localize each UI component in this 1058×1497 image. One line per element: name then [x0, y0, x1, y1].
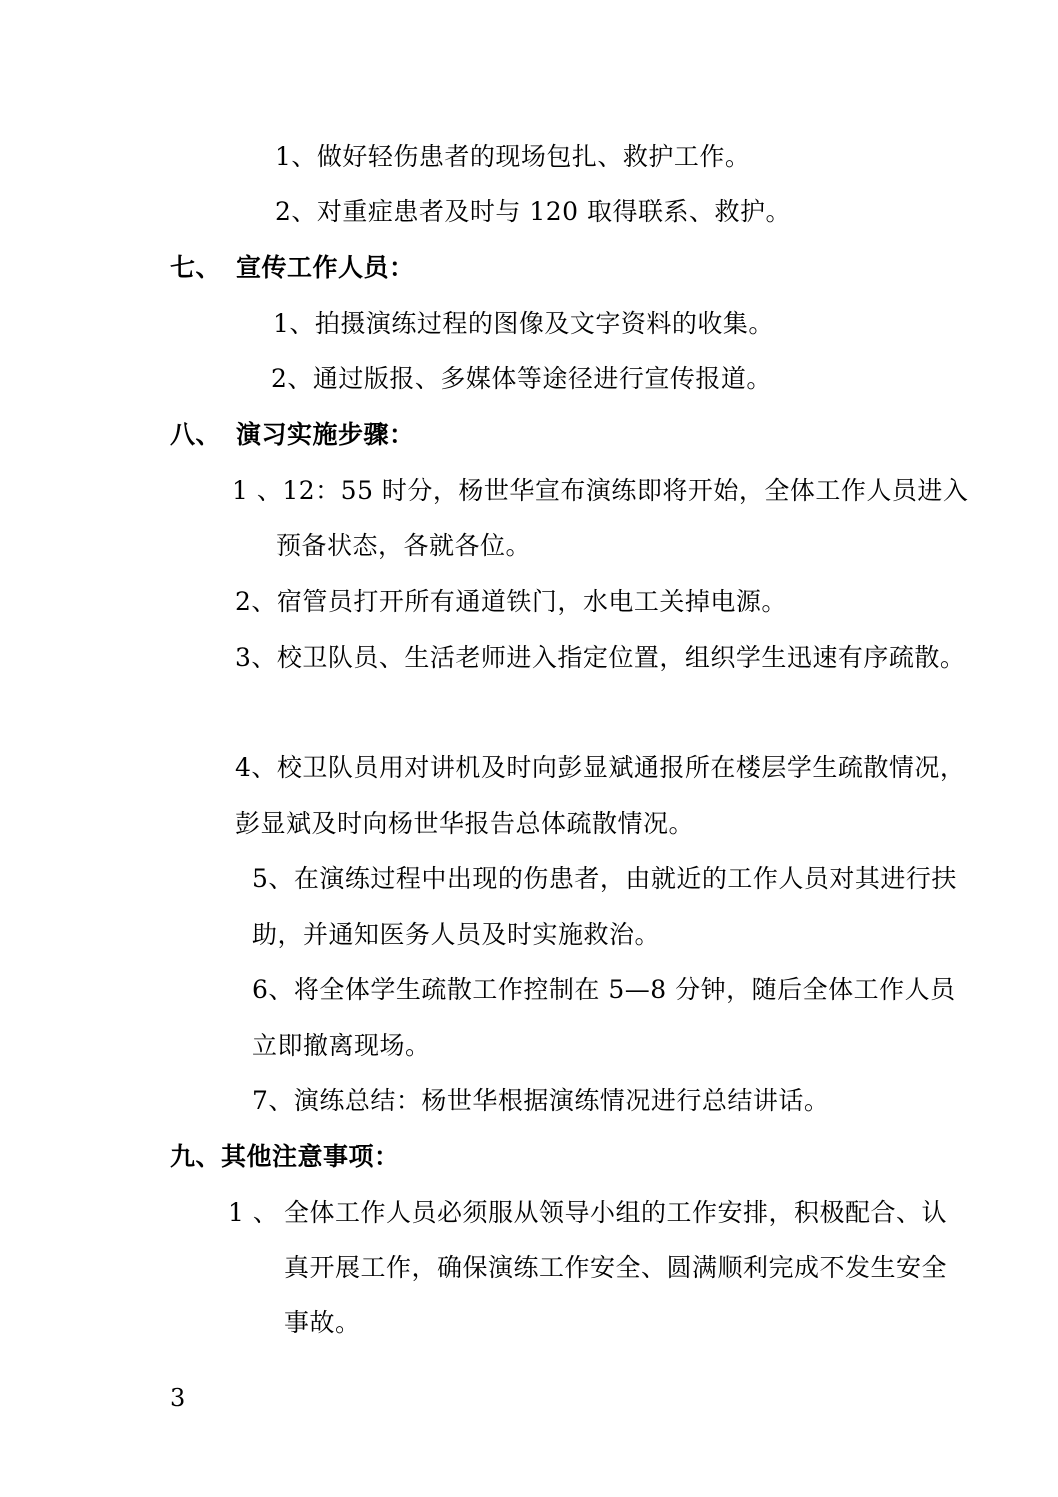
note-one-text: 全体工作人员必须服从领导小组的工作安排，积极配合、认 [284, 1198, 948, 1227]
step-four-line-2: 彭显斌及时向杨世华报告总体疏散情况。 [235, 809, 695, 838]
step-two: 2、宿管员打开所有通道铁门，水电工关掉电源。 [235, 587, 787, 616]
step-four-line-1: 4、校卫队员用对讲机及时向彭显斌通报所在楼层学生疏散情况， [235, 753, 966, 782]
step-five-line-2: 助，并通知医务人员及时实施救治。 [252, 920, 661, 949]
note-one-number: 1 、 [228, 1198, 279, 1227]
item-publicity-report: 2、通过版报、多媒体等途径进行宣传报道。 [271, 364, 772, 393]
step-six-line-1: 6、将全体学生疏散工作控制在 5—8 分钟，随后全体工作人员 [252, 975, 956, 1004]
section-seven-number: 七、 [170, 253, 222, 282]
step-seven: 7、演练总结：杨世华根据演练情况进行总结讲话。 [252, 1086, 830, 1115]
step-one-line-1: 1 、12：55 时分，杨世华宣布演练即将开始，全体工作人员进入 [232, 476, 969, 505]
section-nine-heading: 九、其他注意事项： [170, 1142, 400, 1171]
section-seven-title: 宣传工作人员： [236, 253, 415, 282]
item-publicity-photo: 1、拍摄演练过程的图像及文字资料的收集。 [273, 309, 774, 338]
note-one-line-2: 真开展工作，确保演练工作安全、圆满顺利完成不发生安全 [284, 1253, 948, 1282]
section-seven-heading [170, 251, 415, 285]
section-eight-title: 演习实施步骤： [236, 420, 415, 449]
item-first-aid-severe: 2、对重症患者及时与 120 取得联系、救护。 [275, 197, 792, 226]
step-one-line-2: 预备状态，各就各位。 [276, 531, 532, 560]
step-three: 3、校卫队员、生活老师进入指定位置，组织学生迅速有序疏散。 [235, 643, 966, 672]
section-eight-number: 八、 [170, 420, 222, 449]
page-number: 3 [170, 1384, 186, 1412]
note-one-line-3: 事故。 [284, 1308, 361, 1337]
section-eight-heading [170, 418, 415, 452]
item-first-aid-light: 1、做好轻伤患者的现场包扎、救护工作。 [275, 142, 751, 171]
step-six-line-2: 立即撤离现场。 [252, 1031, 431, 1060]
step-five-line-1: 5、在演练过程中出现的伤患者，由就近的工作人员对其进行扶 [252, 864, 957, 893]
note-one-line-1 [228, 1196, 947, 1230]
